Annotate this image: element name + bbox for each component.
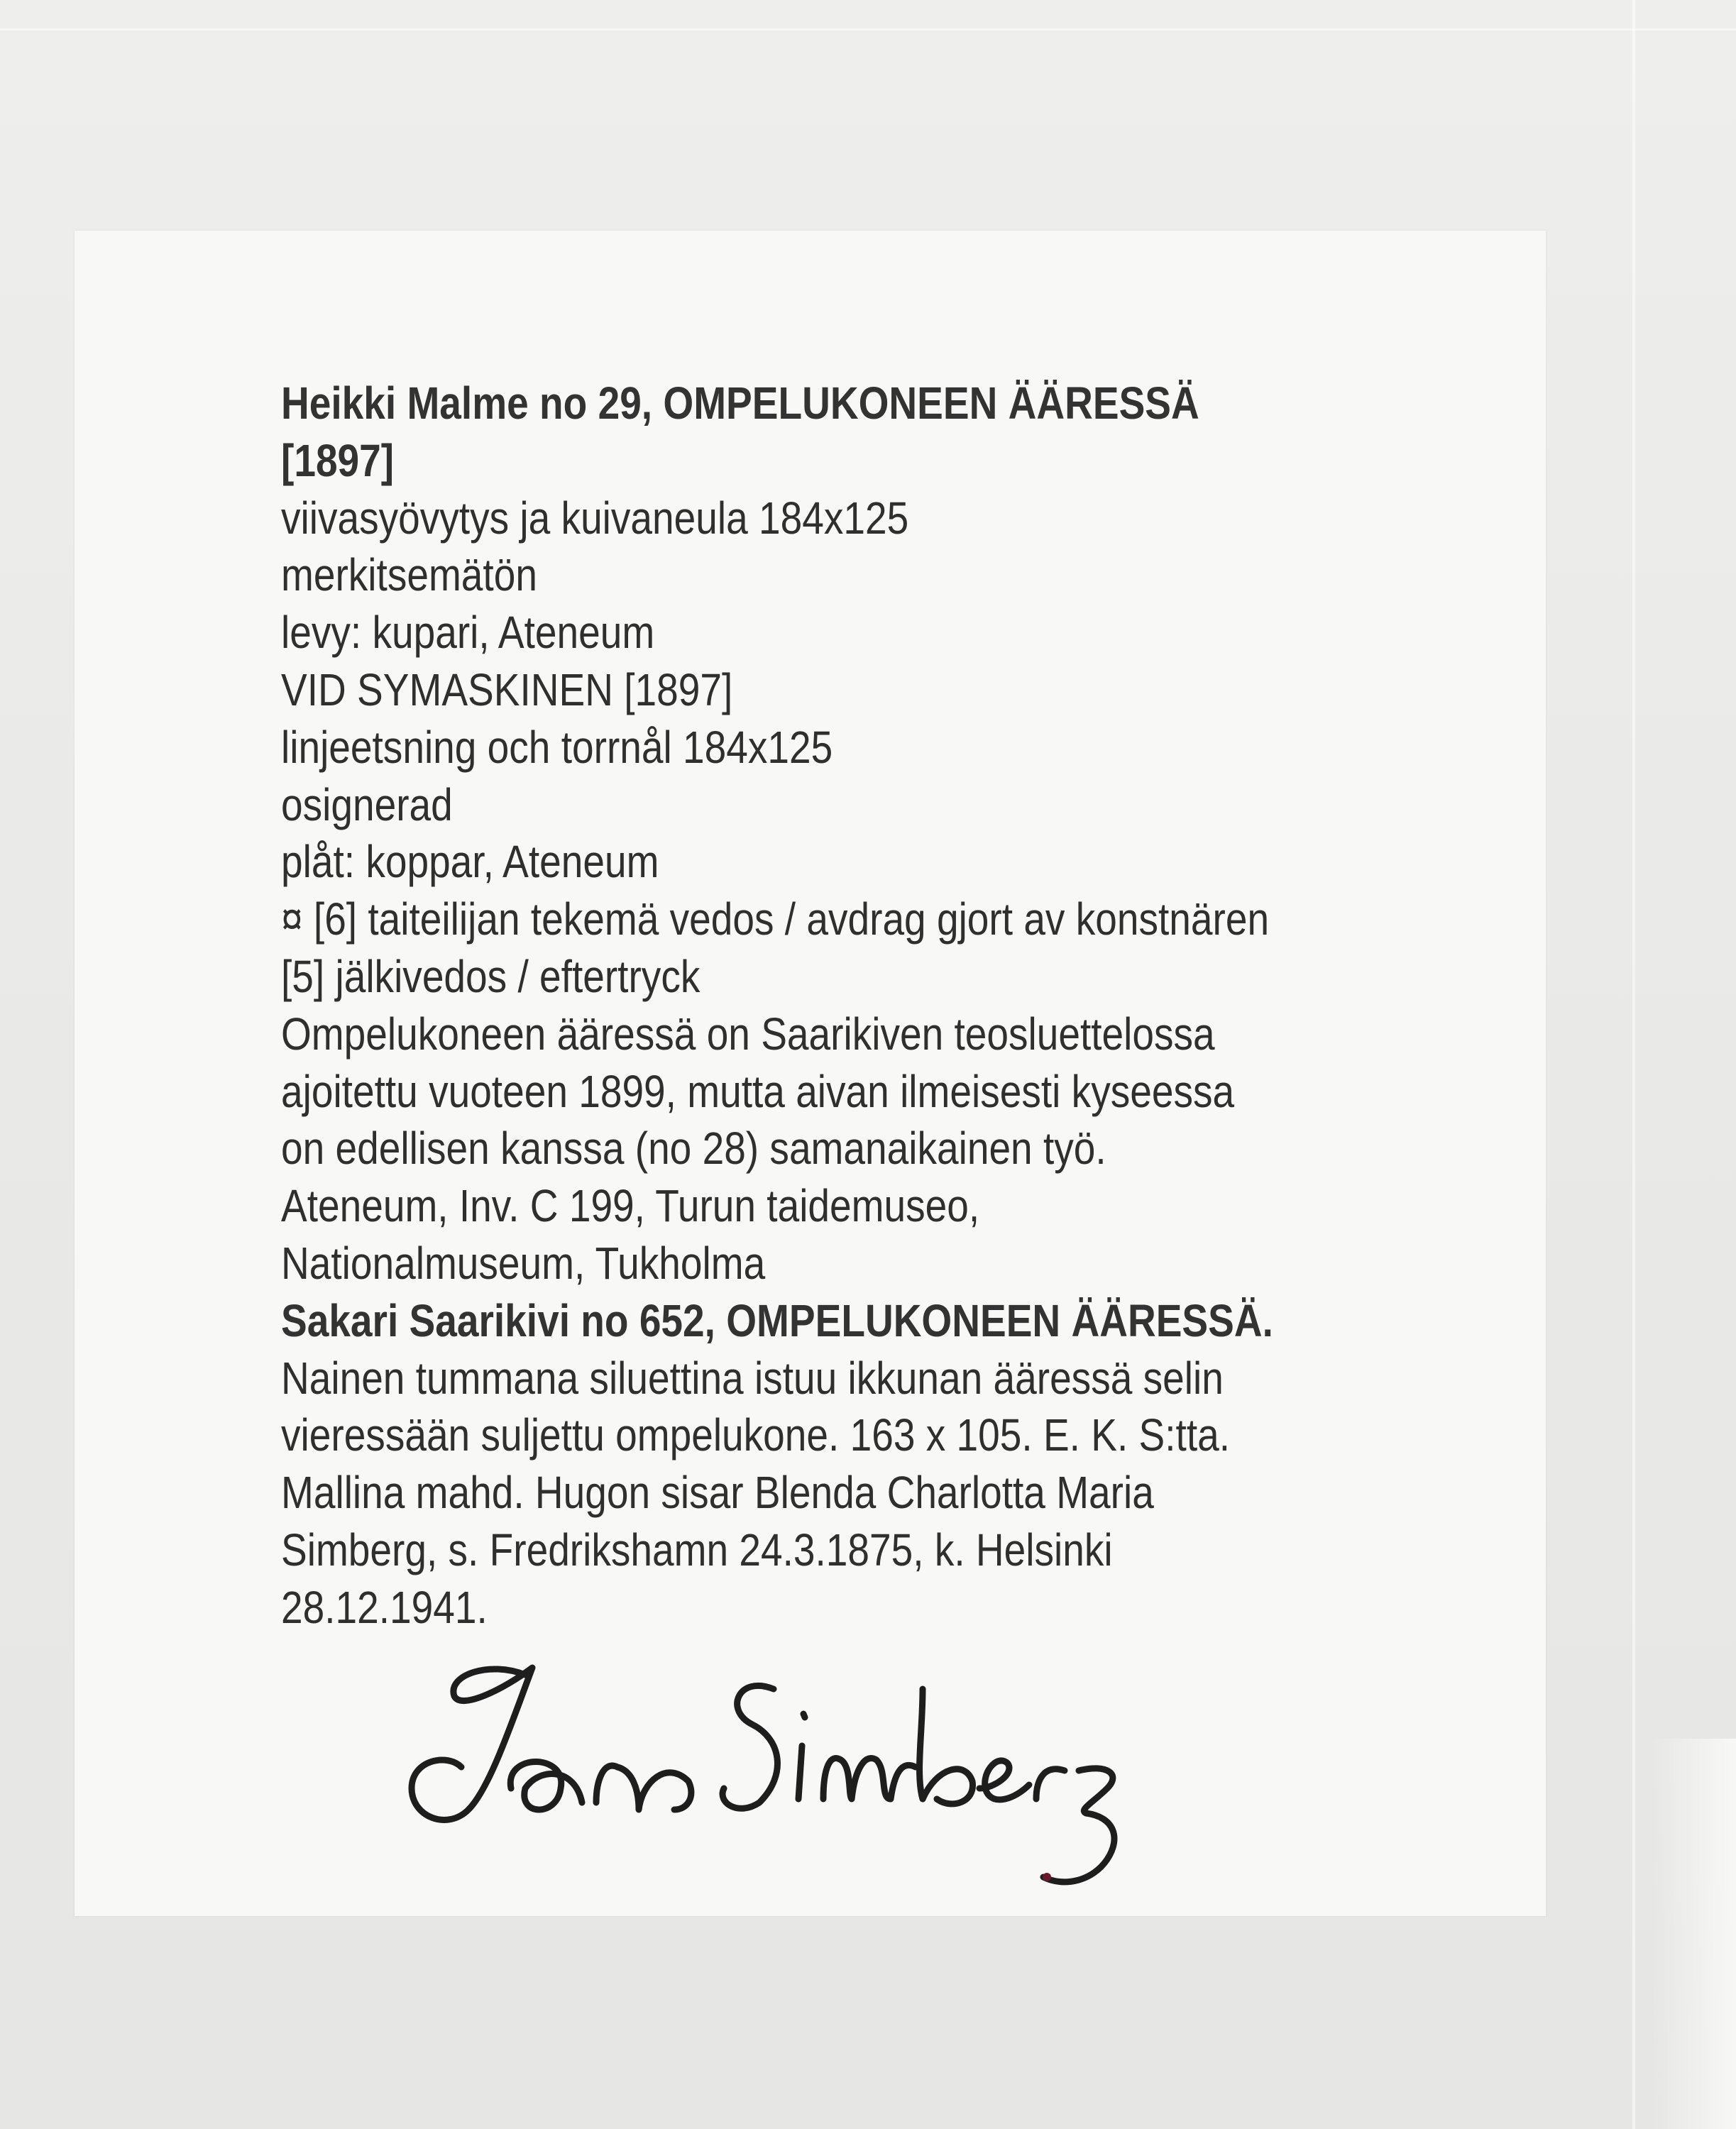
text-line: Simberg, s. Fredrikshamn 24.3.1875, k. Helsinki: [281, 1524, 1113, 1575]
plastic-sleeve-glare: [1651, 1739, 1736, 2129]
text-line: Ompelukoneen ääressä on Saarikiven teosluettelossa: [281, 1008, 1215, 1060]
text-line: osignerad: [281, 779, 453, 830]
handwritten-signature: [405, 1646, 1143, 1902]
text-line: VID SYMASKINEN [1897]: [281, 664, 733, 715]
text-line: Ateneum, Inv. C 199, Turun taidemuseo,: [281, 1180, 980, 1232]
fold-line: [1632, 0, 1635, 2129]
text-line: [5] jälkivedos / eftertryck: [281, 950, 701, 1002]
text-line: ¤ [6] taiteilijan tekemä vedos / avdrag gjort av konstnären: [281, 893, 1270, 945]
text-line: merkitsemätön: [281, 549, 537, 601]
text-line: levy: kupari, Ateneum: [281, 607, 655, 659]
text-line: Nainen tummana siluettina istuu ikkunan ääressä selin: [281, 1352, 1224, 1404]
text-line: linjeetsning och torrnål 184x125: [281, 721, 833, 773]
text-line: vieressään suljettu ompelukone. 163 x 105. E. K. S:tta.: [281, 1409, 1231, 1461]
text-line: on edellisen kanssa (no 28) samanaikainen työ.: [281, 1123, 1106, 1174]
text-line: 28.12.1941.: [281, 1581, 488, 1633]
text-line: viivasyövytys ja kuivaneula 184x125: [281, 492, 909, 544]
text-line: Nationalmuseum, Tukholma: [281, 1237, 766, 1289]
label-text: [281, 375, 1434, 1636]
text-line: ajoitettu vuoteen 1899, mutta aivan ilmeisesti kyseessa: [281, 1065, 1235, 1117]
heading-line: [1897]: [281, 434, 395, 486]
heading-line: Sakari Saarikivi no 652, OMPELUKONEEN ÄÄRESSÄ.: [281, 1294, 1273, 1346]
heading-line: Heikki Malme no 29, OMPELUKONEEN ÄÄRESSÄ: [281, 378, 1199, 429]
text-line: plåt: koppar, Ateneum: [281, 836, 659, 888]
text-line: Mallina mahd. Hugon sisar Blenda Charlotta Maria: [281, 1467, 1154, 1519]
fold-line: [0, 28, 1736, 31]
